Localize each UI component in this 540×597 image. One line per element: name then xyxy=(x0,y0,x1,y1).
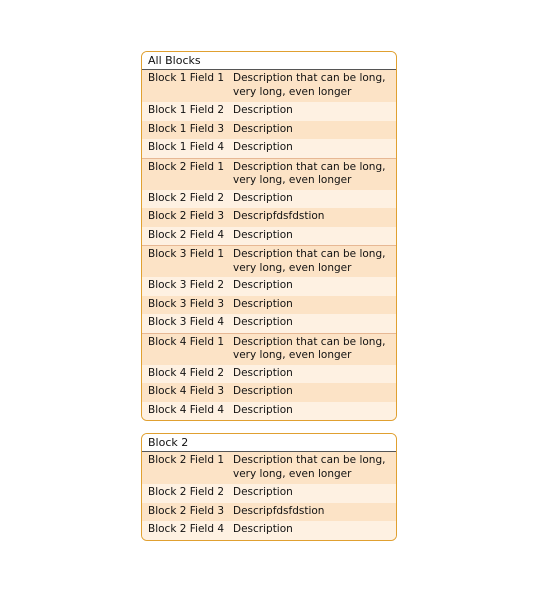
field-description: Description xyxy=(233,523,293,535)
field-description: Description that can be long, very long, even longer xyxy=(233,454,386,480)
table-row xyxy=(142,402,396,421)
field-name: Block 4 Field 1 xyxy=(148,335,225,348)
table-row xyxy=(142,102,396,121)
field-description: Description xyxy=(233,366,293,379)
table-row xyxy=(142,208,396,227)
table-row xyxy=(142,245,396,277)
field-name: Block 2 Field 2 xyxy=(148,191,225,204)
table-row xyxy=(142,121,396,140)
field-name: Block 2 Field 3 xyxy=(148,504,225,517)
all-blocks-table xyxy=(141,51,397,421)
field-name: Block 4 Field 2 xyxy=(148,366,225,379)
field-name: Block 1 Field 3 xyxy=(148,122,225,135)
field-name: Block 2 Field 1 xyxy=(148,454,225,466)
table-row xyxy=(142,452,396,484)
field-name: Block 3 Field 2 xyxy=(148,279,225,291)
table-row xyxy=(142,521,396,540)
field-description: Description xyxy=(233,316,293,328)
table-row xyxy=(142,158,396,190)
table-row xyxy=(142,190,396,209)
field-description: Description xyxy=(233,279,293,291)
field-description: Description xyxy=(233,486,293,498)
field-name: Block 4 Field 4 xyxy=(148,403,225,416)
field-name: Block 1 Field 1 xyxy=(148,72,225,84)
table-row xyxy=(142,383,396,402)
field-description: Description xyxy=(233,385,293,397)
table-title: Block 2 xyxy=(142,434,396,452)
table-row xyxy=(142,365,396,384)
field-name: Block 3 Field 1 xyxy=(148,248,225,260)
block-2-table xyxy=(141,433,397,541)
field-name: Block 1 Field 2 xyxy=(148,104,225,116)
field-description: Description xyxy=(233,297,293,310)
field-name: Block 2 Field 2 xyxy=(148,486,225,498)
field-description: Description xyxy=(233,104,293,116)
field-description: Descripfdsfdstion xyxy=(233,210,325,222)
field-name: Block 2 Field 4 xyxy=(148,523,225,535)
table-row xyxy=(142,296,396,315)
table-row xyxy=(142,314,396,333)
table-title: All Blocks xyxy=(142,52,396,70)
table-row xyxy=(142,333,396,365)
field-name: Block 2 Field 4 xyxy=(148,228,225,241)
table-row xyxy=(142,227,396,246)
field-description: Description that can be long, very long, even longer xyxy=(233,248,386,274)
field-name: Block 4 Field 3 xyxy=(148,385,225,397)
field-name: Block 2 Field 3 xyxy=(148,210,225,222)
table-row xyxy=(142,277,396,296)
field-name: Block 1 Field 4 xyxy=(148,141,225,153)
field-description: Description xyxy=(233,122,293,135)
table-row xyxy=(142,139,396,158)
table-row xyxy=(142,503,396,522)
field-description: Descripfdsfdstion xyxy=(233,504,325,517)
field-description: Description that can be long, very long, even longer xyxy=(233,72,386,98)
table-row xyxy=(142,484,396,503)
field-name: Block 3 Field 4 xyxy=(148,316,225,328)
field-name: Block 2 Field 1 xyxy=(148,160,225,173)
field-description: Description that can be long, very long, even longer xyxy=(233,160,386,186)
table-row xyxy=(142,70,396,102)
field-description: Description xyxy=(233,141,293,153)
field-description: Description xyxy=(233,228,293,241)
field-description: Description xyxy=(233,191,293,204)
field-description: Description that can be long, very long, even longer xyxy=(233,335,386,361)
field-description: Description xyxy=(233,403,293,416)
field-name: Block 3 Field 3 xyxy=(148,297,225,310)
